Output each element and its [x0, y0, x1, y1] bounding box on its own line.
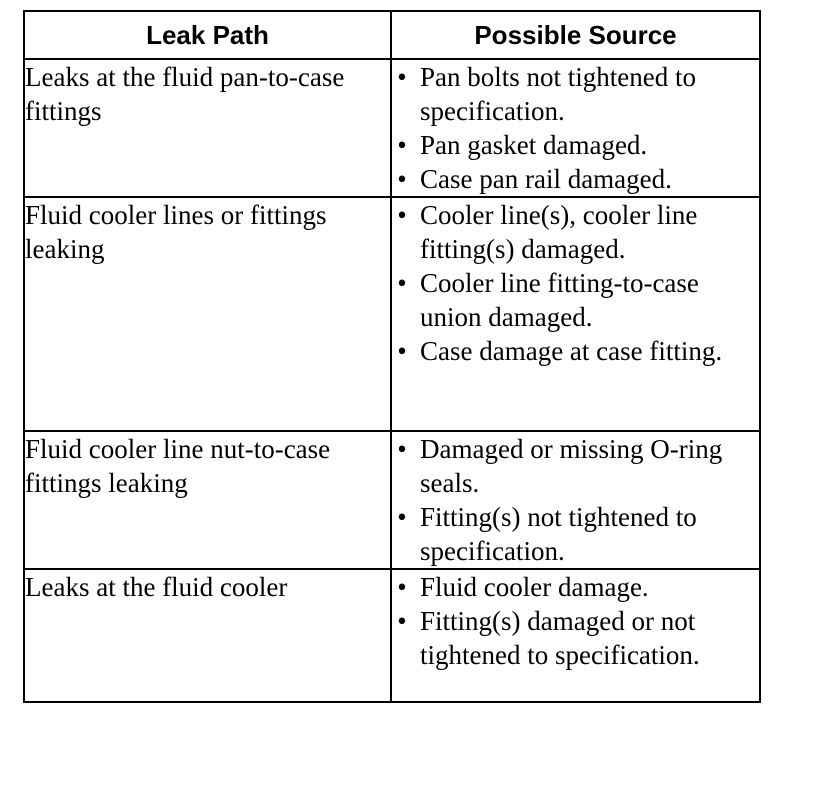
bullet-icon: • [397, 336, 407, 366]
source-list [392, 60, 759, 196]
source-item: • Pan bolts not tightened to specification. [392, 60, 759, 128]
bullet-icon: • [397, 572, 407, 602]
possible-source-cell [391, 197, 760, 431]
bullet-icon: • [397, 62, 407, 92]
header-row [24, 11, 760, 59]
source-item: • Cooler line fitting-to-case union damaged. [392, 266, 759, 334]
bullet-icon: • [397, 606, 407, 636]
bullet-icon: • [397, 200, 407, 230]
leak-path-cell [24, 569, 391, 702]
source-item: • Fitting(s) damaged or not tightened to specification. [392, 604, 759, 672]
source-item: • Damaged or missing O-ring seals. [392, 432, 759, 500]
leak-path-cell [24, 197, 391, 431]
source-list [392, 432, 759, 568]
source-item: • Case damage at case fitting. [392, 334, 759, 368]
bullet-icon: • [397, 130, 407, 160]
leak-diagnosis-table [23, 10, 761, 703]
bullet-icon: • [397, 164, 407, 194]
leak-path-cell [24, 431, 391, 569]
bullet-icon: • [397, 268, 407, 298]
table-row [24, 569, 760, 702]
source-item: • Pan gasket damaged. [392, 128, 759, 162]
source-list [392, 198, 759, 368]
possible-source-cell [391, 431, 760, 569]
leak-path-header: Leak Path [24, 11, 391, 59]
source-list [392, 570, 759, 672]
table-row [24, 431, 760, 569]
bullet-icon: • [397, 502, 407, 532]
bullet-icon: • [397, 434, 407, 464]
leak-path-text: Fluid cooler lines or fittings leaking [25, 200, 327, 264]
source-item: • Cooler line(s), cooler line fitting(s) damaged. [392, 198, 759, 266]
leak-path-text: Leaks at the fluid pan-to-case fittings [25, 62, 345, 126]
table-row [24, 59, 760, 197]
source-item: • Fitting(s) not tightened to specification. [392, 500, 759, 568]
leak-path-cell [24, 59, 391, 197]
table-row [24, 197, 760, 431]
possible-source-cell [391, 59, 760, 197]
source-item: • Case pan rail damaged. [392, 162, 759, 196]
possible-source-cell [391, 569, 760, 702]
leak-path-text: Fluid cooler line nut-to-case fittings leaking [25, 434, 331, 498]
leak-path-text: Leaks at the fluid cooler [25, 572, 288, 602]
source-item: • Fluid cooler damage. [392, 570, 759, 604]
possible-source-header: Possible Source [391, 11, 760, 59]
